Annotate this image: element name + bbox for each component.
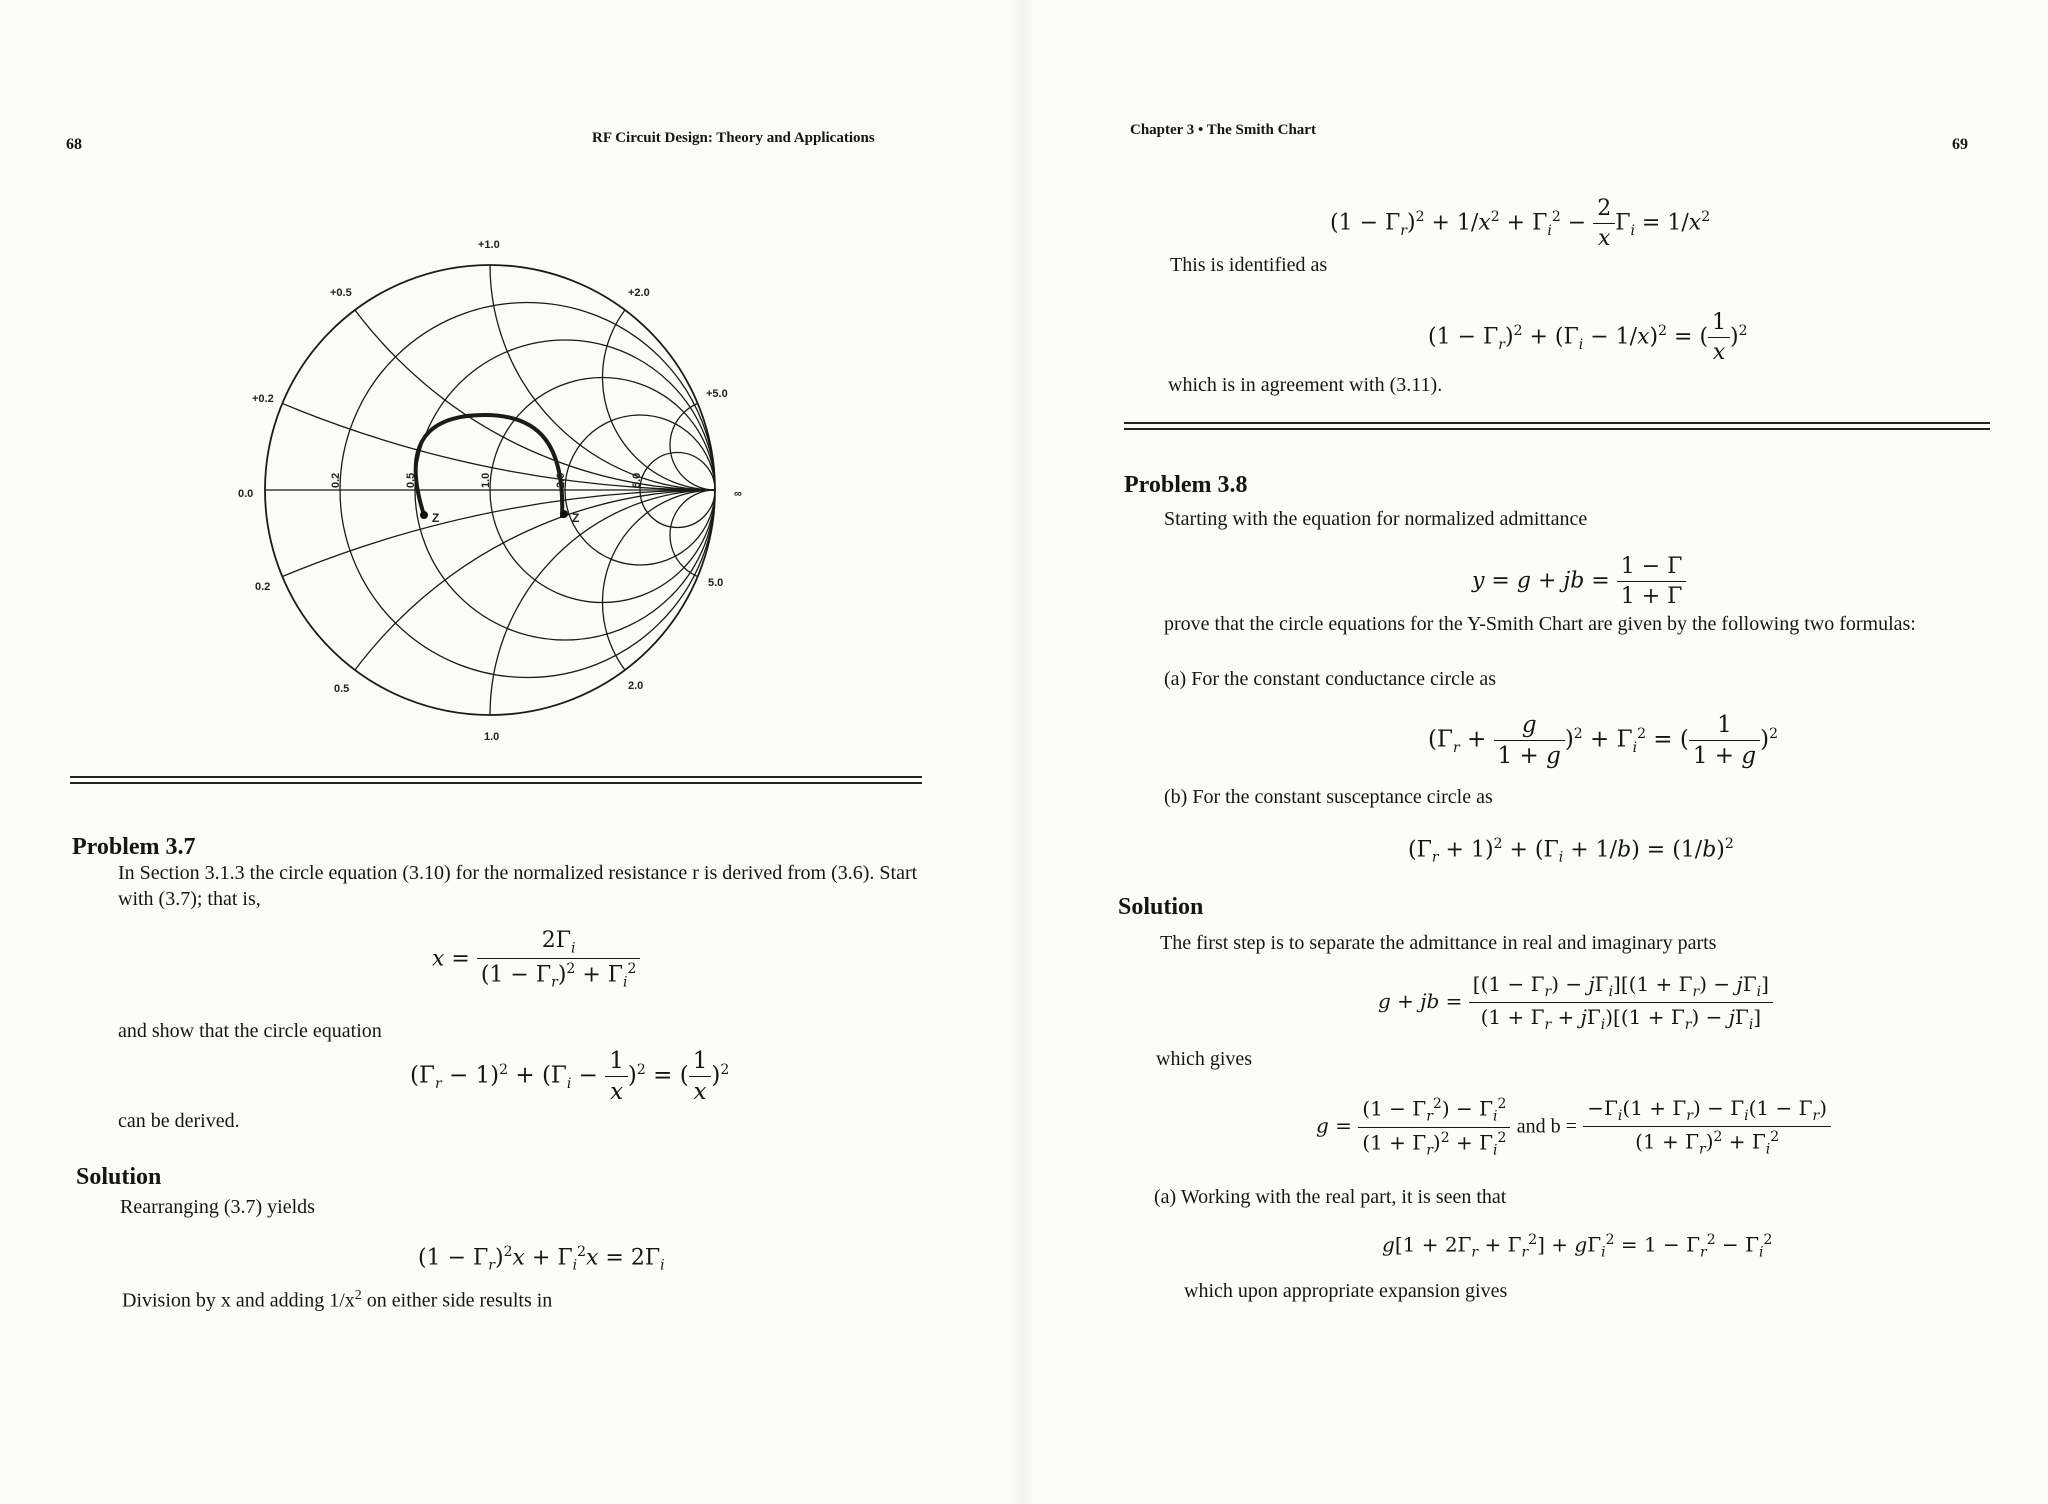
part-b-text: (b) For the constant susceptance circle as xyxy=(1164,786,1493,808)
chart-axis-label-5.0: 5.0 xyxy=(631,472,643,488)
point-label-z1: Z xyxy=(432,511,440,525)
equation-g-and-b: g = $\frac{(1 - \Gamma_r^2) - \Gamma_i^2}{(1 + \Gamma_r)^2 + \Gamma_i^2}$ and b = $\frac{-\Gamma_i(1 + \Gamma_r) - \Gamma_i(1 - \Gamma_r)}{(1 + \Gamma_r)^2 + \Gamma_i^2}$ xyxy=(1316,1096,1831,1158)
equation-susceptance-circle: $(\Gamma_r + 1)^2 + (\Gamma_i + 1/b) = (1/b)^2$ xyxy=(1408,836,1734,866)
point-label-z2: Z xyxy=(572,511,580,525)
point-z2-marker xyxy=(560,510,568,518)
and-b-label: and b = xyxy=(1516,1115,1577,1138)
equation-circle-3-11: $(\Gamma_r - 1)^2 + (\Gamma_i$ − $\frac{1}{x}$ )$^2$ = ( $\frac{1}{x}$ )$^2$ xyxy=(410,1048,730,1105)
chart-label-minus-1.0: 1.0 xyxy=(484,731,500,743)
page-number: 69 xyxy=(1952,136,1968,153)
running-head: RF Circuit Design: Theory and Applications xyxy=(592,130,875,146)
text-can-be-derived: can be derived. xyxy=(118,1110,240,1132)
equation-identified: $(1 - \Gamma_r)^2 + (\Gamma_i - 1/x)^2$ = ( $\frac{1}{x}$ )$^2$ xyxy=(1428,310,1748,365)
problem-3-7-title: Problem 3.7 xyxy=(72,834,196,860)
text-identified: This is identified as xyxy=(1170,254,1328,276)
equation-expanded: $(1 - \Gamma_r)^2 + 1/x^2 + \Gamma_i^2$ − $\frac{2}{x}$ $\Gamma_i = 1/x^2$ xyxy=(1330,196,1711,251)
chart-label-plus-5.0: +5.0 xyxy=(706,388,728,400)
page-number: 68 xyxy=(66,136,82,153)
text-agreement: which is in agreement with (3.11). xyxy=(1168,374,1443,396)
chart-label-infinity: ∞ xyxy=(734,488,742,500)
chart-label-0.0: 0.0 xyxy=(238,488,254,500)
chart-label-plus-0.2: +0.2 xyxy=(252,393,274,405)
equation-conductance-circle: ($\Gamma_r$ + $\frac{g}{1 + g}$ )$^2 + \Gamma_i^2$ = ( $\frac{1}{1 + g}$ )$^2$ xyxy=(1428,712,1779,769)
chart-label-minus-0.5: 0.5 xyxy=(334,683,350,695)
solution-3-7-text1: Rearranging (3.7) yields xyxy=(120,1196,315,1218)
text-which-gives: which gives xyxy=(1156,1048,1253,1070)
chart-label-plus-1.0: +1.0 xyxy=(478,239,500,251)
right-page xyxy=(1024,0,2048,1504)
section-rule-top xyxy=(1124,422,1990,424)
chart-label-plus-0.5: +0.5 xyxy=(330,287,352,299)
solution-3-8-title: Solution xyxy=(1118,894,1204,920)
section-rule-bottom xyxy=(1124,428,1990,430)
chart-axis-label-0.5: 0.5 xyxy=(405,472,417,488)
part-a-text: (a) For the constant conductance circle as xyxy=(1164,668,1497,690)
text-show-circle: and show that the circle equation xyxy=(118,1020,382,1042)
section-rule-top xyxy=(70,776,922,778)
chart-axis-label-2.0: 2.0 xyxy=(555,472,567,488)
chart-axis-label-1.0: 1.0 xyxy=(480,472,492,488)
equation-3-7: x = $\frac{2\Gamma_i}{(1 - \Gamma_r)^2 + \Gamma_i^2}$ xyxy=(432,928,640,991)
section-rule-bottom xyxy=(70,782,922,784)
running-head: Chapter 3 • The Smith Chart xyxy=(1130,122,1316,138)
problem-3-8-intro: Starting with the equation for normalized admittance xyxy=(1164,508,1588,530)
chart-axis-label-0.2: 0.2 xyxy=(330,472,342,488)
smith-chart-figure xyxy=(0,0,1024,780)
problem-3-8-title: Problem 3.8 xyxy=(1124,472,1248,498)
solution-3-7-text2-post: on either side results in xyxy=(361,1289,553,1312)
problem-3-7-text: In Section 3.1.3 the circle equation (3.10) for the normalized resistance r is derived from (3.6). Start with (3.7); that is, xyxy=(118,862,918,910)
chart-label-minus-5.0: 5.0 xyxy=(708,577,724,589)
equation-admittance: y = g + jb = $\frac{1 - \Gamma}{1 + \Gamma}$ xyxy=(1472,554,1686,609)
equation-rearranged: $(1 - \Gamma_r)^2x + \Gamma_i^2x = 2\Gamma_i$ xyxy=(418,1244,665,1274)
problem-3-8-prove: prove that the circle equations for the Y-Smith Chart are given by the following two formulas: xyxy=(1164,613,1916,635)
part-a-solution-text: (a) Working with the real part, it is seen that xyxy=(1154,1186,1507,1208)
chart-label-minus-0.2: 0.2 xyxy=(255,581,271,593)
equation-separation: g + jb = $\frac{[(1 - \Gamma_r) - j\Gamma_i][(1 + \Gamma_r) - j\Gamma_i]}{(1 + \Gamma_r + j\Gamma_i)[(1 + \Gamma_r) - j\Gamma_i]}$ xyxy=(1378,972,1773,1033)
chart-label-plus-2.0: +2.0 xyxy=(628,287,650,299)
point-z1-marker xyxy=(420,511,428,519)
solution-3-7-text2: Division by x and adding $1/x^2$ on either side results in xyxy=(122,1288,553,1312)
solution-3-7-text2-pre: Division by x and adding 1/x xyxy=(122,1289,355,1312)
chart-label-minus-2.0: 2.0 xyxy=(628,680,644,692)
equation-real-part: $g[1 + 2\Gamma_r + \Gamma_r^2] + g\Gamma_i^2 = 1 - \Gamma_r^2 - \Gamma_i^2$ xyxy=(1382,1232,1773,1261)
solution-3-7-title: Solution xyxy=(76,1164,162,1190)
text-expansion: which upon appropriate expansion gives xyxy=(1184,1280,1508,1302)
solution-3-8-text1: The first step is to separate the admittance in real and imaginary parts xyxy=(1160,932,1717,954)
